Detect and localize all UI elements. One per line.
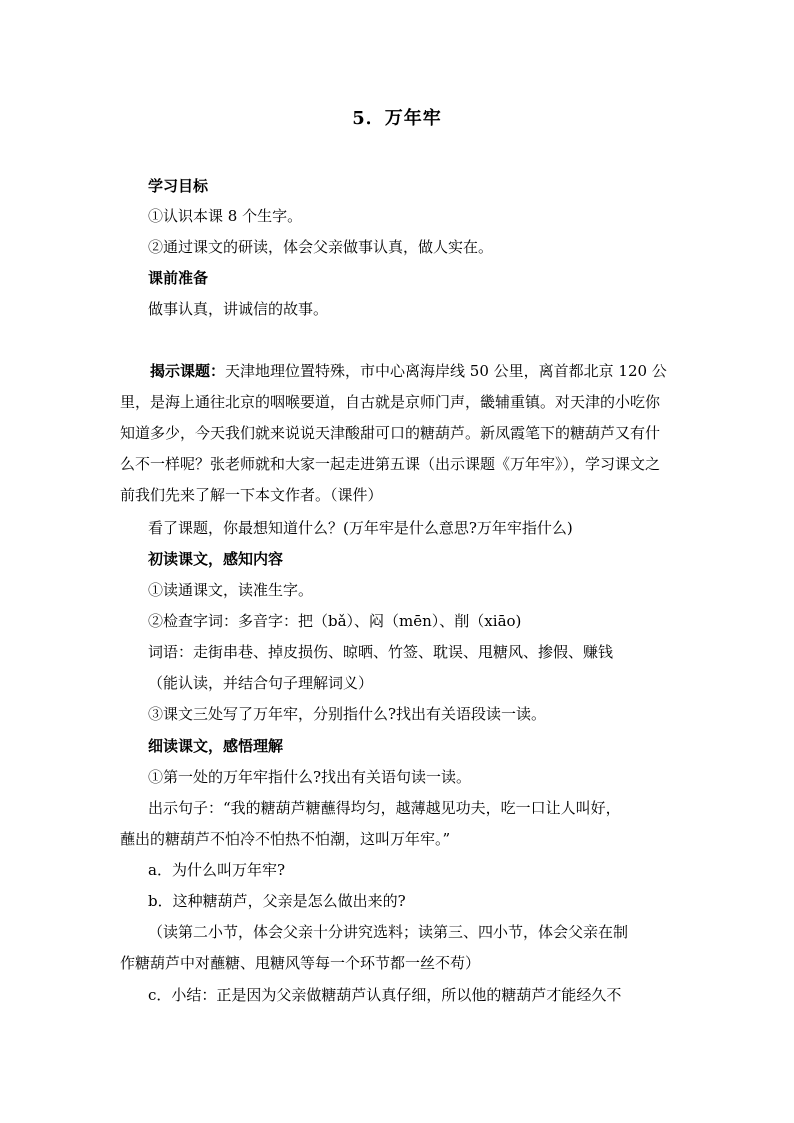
first-read-item-5: ③课文三处写了万年牢，分别指什么?找出有关语段读一读。 (148, 705, 547, 723)
note-line-1: （读第二小节，体会父亲十分讲究选料；读第三、四小节，体会父亲在制 (148, 923, 629, 941)
goal-item-1: ①认识本课 8 个生字。 (148, 207, 303, 225)
reveal-text: 天津地理位置特殊，市中心离海岸线 50 公里，离首都北京 120 公里，是海上通往北京的咽喉要道，自古就是京师门声，畿辅重镇。对天津的小吃你知道多少，今天我们就来说说天津酸甜可口的糖葫芦。新凤霞笔下的糖葫芦又有什么不一样呢？张老师就和大家一起走进第五课（出示课题《万年牢》），学习课文之前我们先来了解一下本文作者。（课件） (120, 362, 667, 504)
reveal-label: 揭示课题： (150, 362, 226, 380)
goals-heading: 学习目标 (148, 177, 209, 195)
first-read-item-2: ②检查字词：多音字：把（bǎ）、闷（mēn）、削（xiāo) (148, 612, 522, 630)
close-read-heading: 细读课文，感悟理解 (148, 737, 284, 755)
question-c: c．小结：正是因为父亲做糖葫芦认真仔细，所以他的糖葫芦才能经久不 (148, 986, 622, 1004)
first-read-item-1: ①读通课文，读准生字。 (148, 581, 314, 599)
note-line-2: 作糖葫芦中对蘸糖、甩糖风等每一个环节都一丝不苟） (120, 954, 481, 972)
first-read-item-3: 词语：走街串巷、掉皮损伤、晾晒、竹签、耽误、甩糖风、掺假、赚钱 (148, 643, 614, 661)
question-b: b．这种糖葫芦，父亲是怎么做出来的? (148, 892, 406, 910)
question-a: a．为什么叫万年牢? (148, 861, 285, 879)
close-read-item-1: ①第一处的万年牢指什么?找出有关语句读一读。 (148, 768, 472, 786)
quote-line-2: 蘸出的糖葫芦不怕冷不怕热不怕潮，这叫万年牢。” (120, 830, 451, 848)
quote-line-1: 出示句子：“我的糖葫芦糖蘸得均匀，越薄越见功夫，吃一口让人叫好， (148, 799, 621, 817)
lesson-title: 5．万年牢 (352, 108, 442, 129)
prep-text: 做事认真，讲诚信的故事。 (148, 300, 329, 318)
goal-item-2: ②通过课文的研读，体会父亲做事认真，做人实在。 (148, 238, 494, 256)
prep-heading: 课前准备 (148, 269, 209, 287)
first-read-item-4: （能认读，并结合句子理解词义） (148, 674, 374, 692)
question-text: 看了课题，你最想知道什么？(万年牢是什么意思?万年牢指什么) (148, 519, 573, 537)
reveal-paragraph (120, 356, 672, 511)
first-read-heading: 初读课文，感知内容 (148, 550, 284, 568)
